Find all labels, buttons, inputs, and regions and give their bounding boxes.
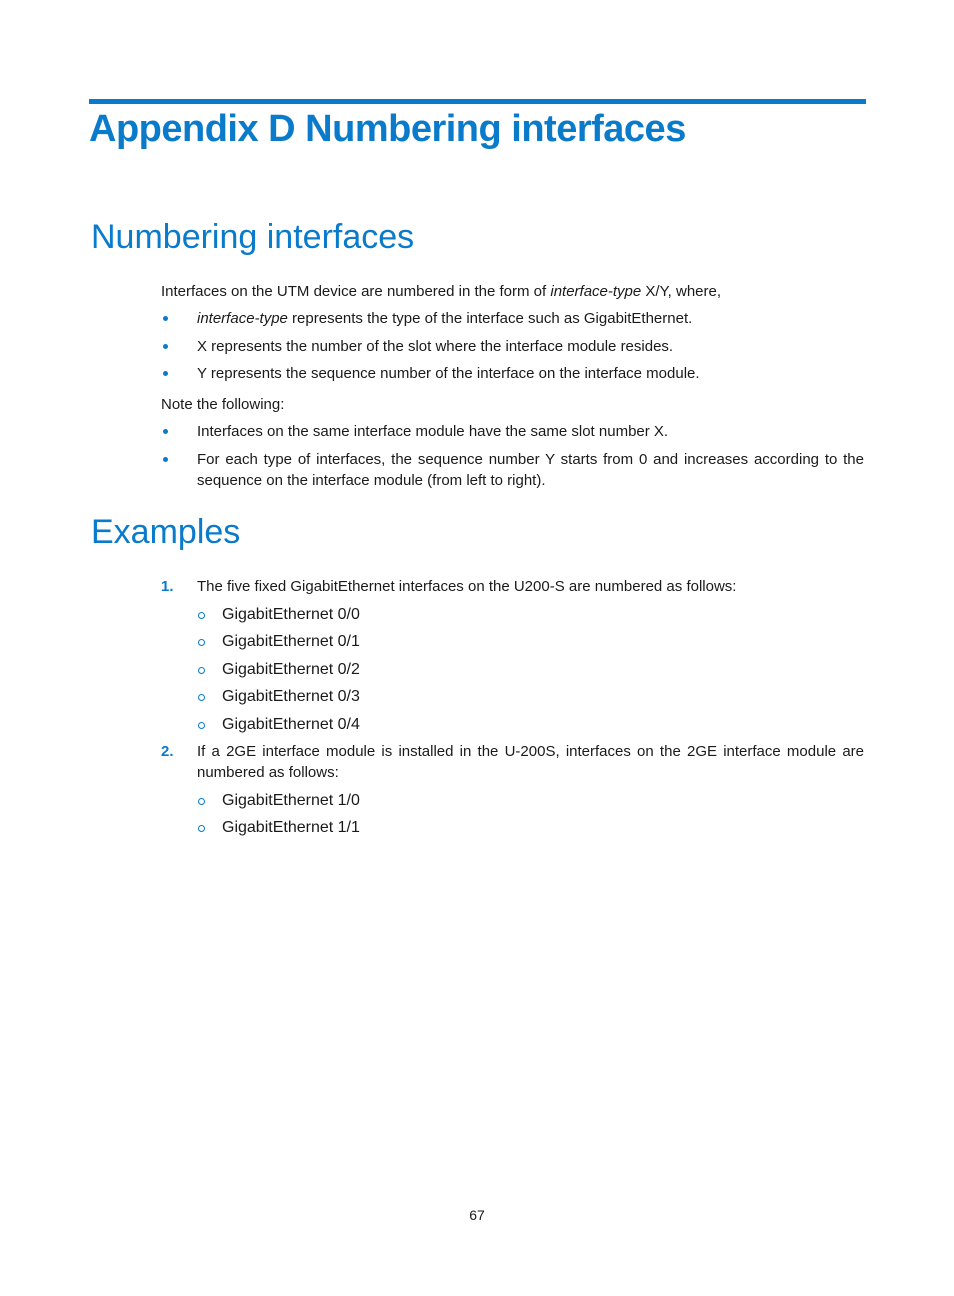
numbered-item-label: 1. xyxy=(161,578,174,595)
intro-text-after: X/Y, where, xyxy=(641,283,722,300)
numbered-item-text: If a 2GE interface module is installed in the U-200S, interfaces on the 2GE interface module are numbered as follows: xyxy=(197,743,864,781)
bullet-dot-icon xyxy=(163,344,168,349)
note-paragraph: Note the following: xyxy=(161,396,285,413)
numbered-item-text: The five fixed GigabitEthernet interfaces on the U200-S are numbered as follows: xyxy=(197,578,737,595)
hollow-circle-bullet-icon xyxy=(198,825,205,832)
section-title-examples: Examples xyxy=(91,513,241,551)
hollow-circle-bullet-icon xyxy=(198,639,205,646)
sub-list-item-text: GigabitEthernet 0/2 xyxy=(222,661,360,678)
appendix-title-rule xyxy=(89,99,866,104)
sub-list-item-text: GigabitEthernet 1/1 xyxy=(222,819,360,836)
bullet-dot-icon xyxy=(163,429,168,434)
hollow-circle-bullet-icon xyxy=(198,667,205,674)
bullet-dot-icon xyxy=(163,457,168,462)
sub-list-item-text: GigabitEthernet 0/0 xyxy=(222,606,360,623)
sub-list-item-text: GigabitEthernet 0/3 xyxy=(222,688,360,705)
page-number: 67 xyxy=(469,1207,485,1223)
numbered-item-label: 2. xyxy=(161,743,174,760)
list-item-text: Y represents the sequence number of the interface on the interface module. xyxy=(197,365,700,382)
hollow-circle-bullet-icon xyxy=(198,798,205,805)
sub-list-item-text: GigabitEthernet 0/4 xyxy=(222,716,360,733)
list-item-label: represents the type of the interface such as GigabitEthernet. xyxy=(287,310,693,327)
list-item-text: Interfaces on the same interface module have the same slot number X. xyxy=(197,423,669,440)
list-item-text: X represents the number of the slot where the interface module resides. xyxy=(197,338,674,355)
list-item-text xyxy=(197,308,864,329)
intro-text-italic: interface-type xyxy=(550,283,642,300)
hollow-circle-bullet-icon xyxy=(198,694,205,701)
hollow-circle-bullet-icon xyxy=(198,612,205,619)
list-item-text: For each type of interfaces, the sequence number Y starts from 0 and increases according to the sequence on the interface module (from left to right). xyxy=(197,451,864,489)
section-title-numbering-interfaces: Numbering interfaces xyxy=(91,218,415,256)
intro-paragraph xyxy=(161,281,721,302)
bullet-dot-icon xyxy=(163,371,168,376)
bullet-dot-icon xyxy=(163,316,168,321)
appendix-title: Appendix D Numbering interfaces xyxy=(89,108,686,150)
sub-list-item-text: GigabitEthernet 0/1 xyxy=(222,633,360,650)
sub-list-item-text: GigabitEthernet 1/0 xyxy=(222,792,360,809)
hollow-circle-bullet-icon xyxy=(198,722,205,729)
intro-text-before: Interfaces on the UTM device are numbered in the form of xyxy=(161,283,551,300)
list-item-italic: interface-type xyxy=(197,310,288,327)
